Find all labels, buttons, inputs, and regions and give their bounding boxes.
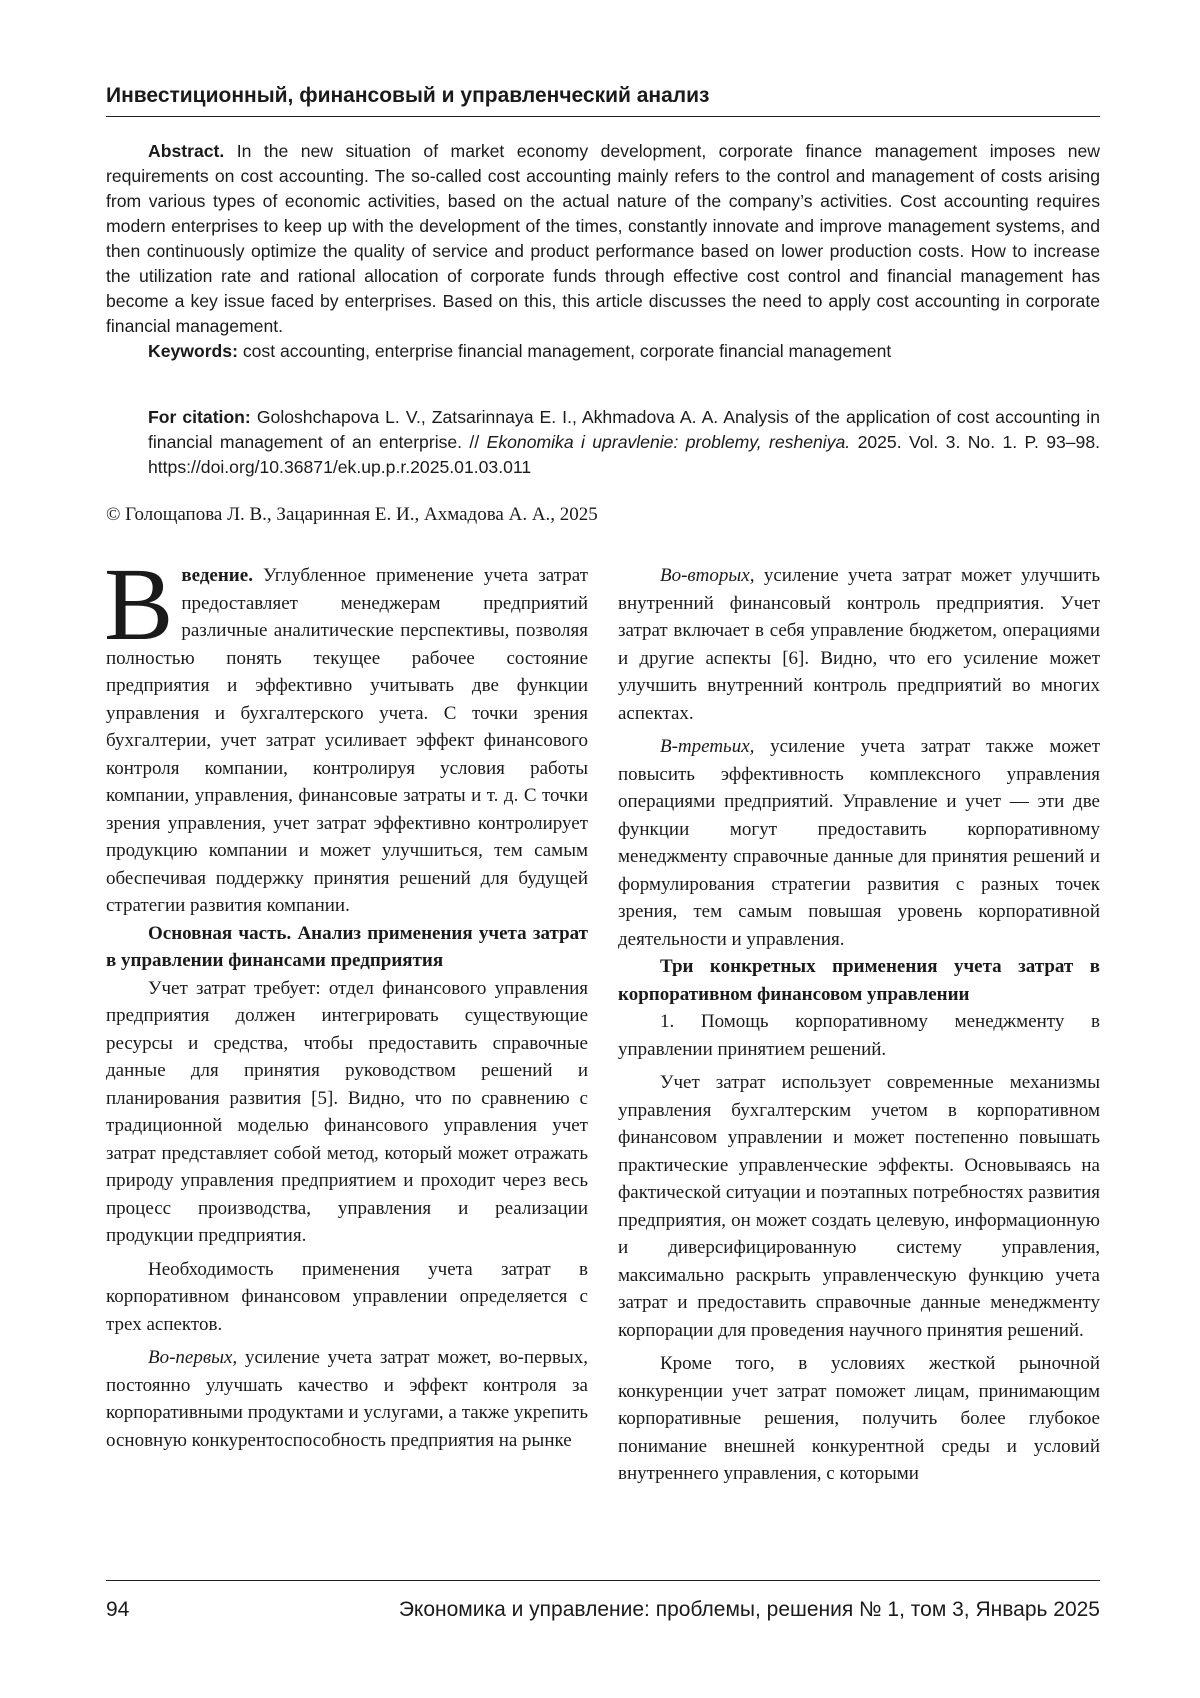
section-heading-applications: Три конкретных применения учета затрат в корпоративном финансовом управлении	[618, 956, 1100, 1005]
body-text: усиление учета затрат также может повысить эффективность комплексного управления операциями предприятий. Управление и учет — эти две функции могут предоставить корпоративному менеджменту справочные данные для принятия решений и формулирования стратегии развития с разных точек зрения, тем самым повышая уровень корпоративной деятельности и управления.	[618, 736, 1100, 950]
citation-tail: 2025. Vol. 3. No. 1. P. 93–98. https://doi.org/10.36871/ek.up.p.r.2025.01.03.011	[148, 432, 1101, 477]
running-head: Инвестиционный, финансовый и управленческий анализ	[106, 84, 1100, 117]
section-heading-main: Основная часть. Анализ применения учета затрат в управлении финансами предприятия	[106, 922, 588, 971]
intro-text: Углубленное применение учета затрат предоставляет менеджерам предприятий различные аналитические перспективы, позволяя полностью понять текущее рабочее состояние предприятия и эффективно учитывать две функции управления и бухгалтерского учета. С точки зрения бухгалтерии, учет затрат усиливает эффект финансового контроля компании, контролируя условия работы компании, управления, финансовые затраты и т. д. С точки зрения управления, учет затрат эффективно контролирует продукцию компании и может улучшиться, тем самым обеспечивая поддержку принятия решений для будущей стратегии развития компании.	[106, 565, 588, 916]
keywords-text: cost accounting, enterprise financial management, corporate financial management	[242, 341, 892, 361]
body-paragraph: 1. Помощь корпоративному менеджменту в управлении принятием решений.	[618, 1011, 1100, 1060]
body-paragraph	[618, 562, 1100, 727]
abstract-label: Abstract.	[148, 141, 225, 161]
right-column	[618, 562, 1100, 1488]
left-column	[104, 547, 588, 1454]
citation-block	[148, 405, 1100, 480]
footer-divider	[106, 1580, 1100, 1581]
drop-cap: В	[104, 547, 174, 662]
body-text: усиление учета затрат может улучшить внутренний финансовый контроль предприятия. Учет затрат включает в себя управление бюджетом, операциями и другие аспекты [6]. Видно, что его усиление может улучшить внутренний контроль предприятий во многих аспектах.	[618, 565, 1100, 724]
abstract-text: In the new situation of market economy development, corporate finance management imposes new requirements on cost accounting. The so-called cost accounting mainly refers to the control and management of costs arising from various types of economic activities, based on the actual nature of the company’s activities. Cost accounting requires modern enterprises to keep up with the development of the times, constantly innovate and improve management systems, and then continuously optimize the quality of service and product performance based on lower production costs. How to increase the utilization rate and rational allocation of corporate funds through effective cost control and financial management has become a key issue faced by enterprises. Based on this, this article discusses the need to apply cost accounting in corporate financial management.	[106, 141, 1100, 336]
citation-journal: Ekonomika i upravlenie: problemy, resheniya.	[486, 432, 851, 452]
body-paragraph: Учет затрат требует: отдел финансового управления предприятия должен интегрировать существующие ресурсы и средства, чтобы предоставить справочные данные для принятия руководством решений и планирования развития [5]. Видно, что по сравнению с традиционной моделью финансового управления учет затрат представляет собой метод, который может отражать природу управления предприятием и проходит через весь процесс производства, управления и реализации продукции предприятия.	[106, 977, 588, 1246]
italic-lead: Во-вторых,	[660, 565, 755, 586]
body-paragraph: Кроме того, в условиях жесткой рыночной конкуренции учет затрат поможет лицам, принимающим корпоративные решения, получить более глубокое понимание внешней конкурентной среды и условий внутреннего управления, с которыми	[618, 1353, 1100, 1484]
italic-lead: Во-первых,	[148, 1347, 238, 1368]
footer-journal-title: Экономика и управление: проблемы, решения № 1, том 3, Январь 2025	[398, 1598, 1100, 1621]
keywords-label: Keywords:	[148, 341, 238, 361]
citation-label: For citation:	[148, 407, 251, 427]
copyright-line: © Голощапова Л. В., Зацаринная Е. И., Ахмадова А. А., 2025	[106, 504, 598, 525]
abstract-paragraph	[106, 139, 1100, 339]
italic-lead: В-третьих,	[660, 736, 755, 757]
intro-paragraph	[104, 547, 588, 920]
page-number: 94	[106, 1598, 130, 1621]
citation-text: Goloshchapova L. V., Zatsarinnaya E. I., Akhmadova A. A. Analysis of the application of cost accounting in financial management of an enterprise. //	[148, 407, 1100, 452]
abstract-block	[106, 139, 1100, 364]
body-paragraph	[618, 733, 1100, 953]
intro-heading: ведение.	[181, 565, 253, 586]
body-text: усиление учета затрат может, во-первых, постоянно улучшать качество и эффект контроля за корпоративными продуктами и услугами, а также укрепить основную конкурентоспособность предприятия на рынке	[106, 1347, 588, 1451]
body-paragraph	[106, 1344, 588, 1454]
keywords-paragraph	[106, 339, 1100, 364]
body-paragraph: Учет затрат использует современные механизмы управления бухгалтерским учетом в корпоративном финансовом управлении и может постепенно повышать практические управленческие эффекты. Основываясь на фактической ситуации и поэтапных потребностях развития предприятия, он может создать целевую, информационную и диверсифицированную систему управления, максимально раскрыть управленческую функцию учета затрат и предоставить справочные данные менеджменту корпорации для проведения научного принятия решений.	[618, 1072, 1100, 1341]
body-paragraph: Необходимость применения учета затрат в корпоративном финансовом управлении определяется с трех аспектов.	[106, 1258, 588, 1335]
